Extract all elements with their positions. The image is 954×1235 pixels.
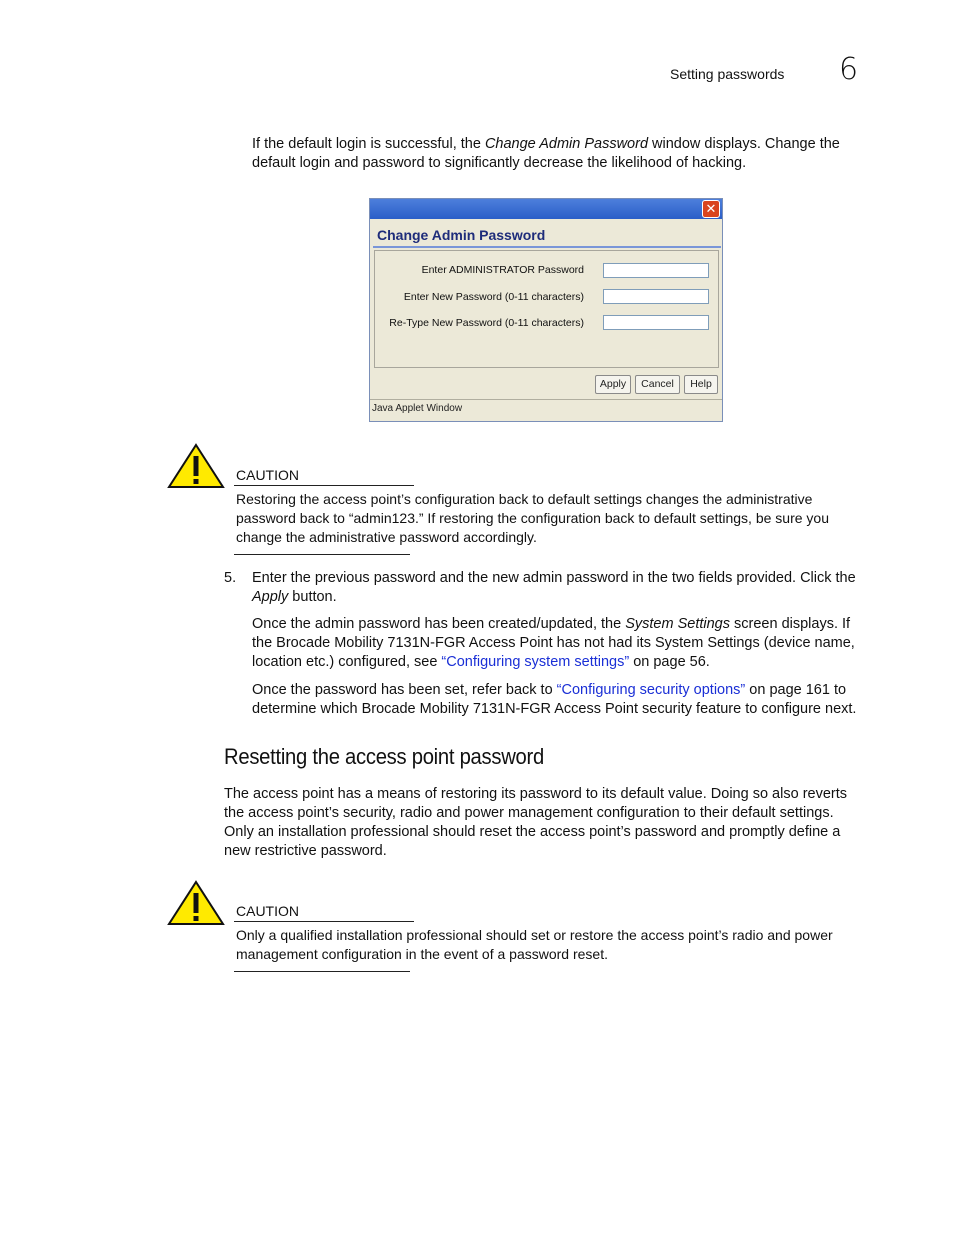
text: on page 161 to: [745, 682, 847, 698]
caution-line: password back to “admin123.” If restoring the configuration back to default settings, be sure you: [236, 510, 829, 526]
apply-button[interactable]: Apply: [595, 375, 631, 394]
dialog-heading-divider: [373, 246, 721, 248]
admin-password-label: Enter ADMINISTRATOR Password: [421, 264, 584, 276]
new-password-input[interactable]: [603, 289, 709, 304]
dialog-fields-panel: [374, 250, 719, 368]
text: Once the admin password has been created/updated, the: [252, 616, 626, 632]
intro-line2: default login and password to significantly decrease the likelihood of hacking.: [252, 155, 747, 171]
text-line: Only an installation professional should reset the access point’s password and promptly define a: [224, 824, 841, 840]
step-5-text: [252, 569, 877, 607]
warning-triangle-icon: [167, 443, 225, 489]
apply-button-reference: Apply: [252, 589, 289, 605]
close-icon[interactable]: ✕: [702, 200, 720, 218]
intro-text: If the default login is successful, the: [252, 136, 485, 152]
help-button[interactable]: Help: [684, 375, 718, 394]
intro-text-cont: window displays. Change the: [648, 136, 840, 152]
caution-line: change the administrative password accordingly.: [236, 529, 537, 545]
dialog-titlebar: [370, 199, 722, 219]
system-settings-paragraph: [252, 615, 877, 672]
text-line: The access point has a means of restoring its password to its default value. Doing so also reverts: [224, 786, 848, 802]
chapter-number: 6: [839, 52, 859, 87]
step-5-line2: button.: [288, 589, 337, 605]
retype-password-label: Re-Type New Password (0-11 characters): [389, 317, 584, 329]
retype-password-input[interactable]: [603, 315, 709, 330]
text: on page 56.: [629, 654, 710, 670]
change-admin-password-dialog: [369, 198, 723, 422]
text: screen displays. If: [730, 616, 851, 632]
configuring-system-settings-link[interactable]: “Configuring system settings”: [441, 654, 630, 670]
intro-paragraph: [252, 135, 872, 173]
warning-triangle-icon: [167, 880, 225, 926]
caution-body: [236, 490, 876, 547]
step-number: 5.: [224, 570, 237, 586]
admin-password-input[interactable]: [603, 263, 709, 278]
caution-line: management configuration in the event of a password reset.: [236, 946, 608, 962]
applet-status-bar: Java Applet Window: [372, 403, 463, 414]
running-header-title: Setting passwords: [670, 66, 785, 82]
caution-line: Restoring the access point’s configuration back to default settings changes the administrative: [236, 491, 813, 507]
text-line: new restrictive password.: [224, 843, 387, 859]
text-line: the access point’s security, radio and power management configuration to their default settings.: [224, 805, 834, 821]
new-password-label: Enter New Password (0-11 characters): [403, 291, 584, 303]
caution-bottom-rule: [234, 554, 410, 555]
text: location etc.) configured, see: [252, 654, 442, 670]
configuring-security-options-link[interactable]: “Configuring security options”: [556, 682, 746, 698]
security-options-paragraph: [252, 681, 877, 719]
dialog-heading: Change Admin Password: [377, 227, 546, 243]
status-divider: [370, 399, 722, 400]
caution-bottom-rule: [234, 971, 410, 972]
cancel-button[interactable]: Cancel: [635, 375, 680, 394]
caution-body: [236, 926, 876, 964]
step-5-line1: Enter the previous password and the new admin password in the two fields provided. Click the: [252, 570, 856, 586]
section-heading: Resetting the access point password: [224, 744, 544, 769]
intro-window-name: Change Admin Password: [484, 136, 649, 152]
text: the Brocade Mobility 7131N-FGR Access Point has not had its System Settings (device name,: [252, 635, 855, 651]
caution-top-rule: [234, 485, 414, 486]
caution-top-rule: [234, 921, 414, 922]
text: determine which Brocade Mobility 7131N-FGR Access Point security feature to configure next.: [252, 701, 857, 717]
text: Once the password has been set, refer back to: [252, 682, 557, 698]
caution-line: Only a qualified installation professional should set or restore the access point’s radio and power: [236, 927, 833, 943]
caution-title: CAUTION: [236, 903, 299, 919]
caution-title: CAUTION: [236, 467, 299, 483]
system-settings-reference: System Settings: [625, 616, 730, 632]
section-paragraph: [224, 785, 874, 861]
